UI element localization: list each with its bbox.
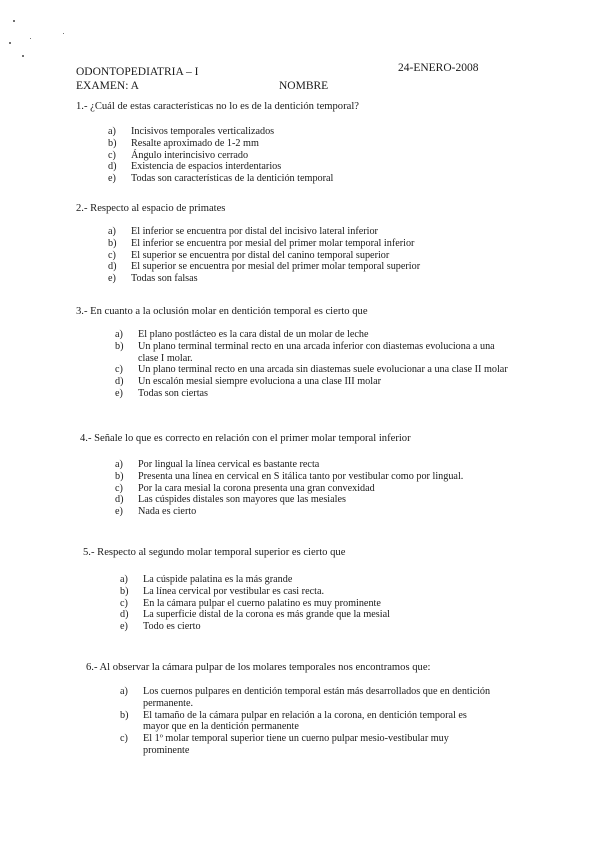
option-2c[interactable]: c) El superior se encuentra por distal del canino temporal superior <box>108 249 390 261</box>
option-1e[interactable]: e) Todas son características de la dentición temporal <box>108 173 334 185</box>
option-3d[interactable]: d) Un escalón mesial siempre evoluciona a una clase III molar <box>115 376 381 388</box>
scan-speck <box>9 42 11 44</box>
question-4-options <box>115 459 525 518</box>
scan-speck <box>63 33 64 34</box>
option-3b[interactable]: b) Un plano terminal terminal recto en una arcada inferior con diastemas evoluciona a una clase I molar. <box>115 340 495 364</box>
exam-label: EXAMEN: A <box>76 80 139 92</box>
option-5b[interactable]: b) La línea cervical por vestibular es casi recta. <box>120 585 325 597</box>
option-4c[interactable]: c) Por la cara mesial la corona presenta una gran convexidad <box>115 482 375 494</box>
option-3c[interactable]: c) Un plano terminal recto en una arcada sin diastemas suele evolucionar a una clase II molar <box>115 364 508 376</box>
question-1-options <box>108 126 508 185</box>
option-5c[interactable]: c) En la cámara pulpar el cuerno palatino es muy prominente <box>120 597 381 609</box>
question-5-options <box>120 574 520 633</box>
option-5a[interactable]: a) La cúspide palatina es la más grande <box>120 574 293 585</box>
option-3a[interactable]: a) El plano postlácteo es la cara distal de un molar de leche <box>115 329 369 340</box>
option-4d[interactable]: d) Las cúspides distales son mayores que las mesiales <box>115 494 346 506</box>
question-2-prompt: 2.- Respecto al espacio de primates <box>76 203 226 214</box>
option-3e[interactable]: e) Todas son ciertas <box>115 387 209 399</box>
option-1a[interactable]: a) Incisivos temporales verticalizados <box>108 126 275 137</box>
scan-speck <box>13 20 15 22</box>
question-3-options <box>115 329 515 400</box>
question-2-options <box>108 226 508 285</box>
option-1c[interactable]: c) Ángulo interincisivo cerrado <box>108 149 249 161</box>
option-2b[interactable]: b) El inferior se encuentra por mesial del primer molar temporal inferior <box>108 237 415 249</box>
scan-speck <box>22 55 24 57</box>
question-5-prompt: 5.- Respecto al segundo molar temporal superior es cierto que <box>83 547 346 558</box>
option-6b[interactable]: b) El tamaño de la cámara pulpar en relación a la corona, en dentición temporal es mayor que en la dentición permanente <box>120 709 467 733</box>
option-1d[interactable]: d) Existencia de espacios interdentarios <box>108 161 282 173</box>
question-3-prompt: 3.- En cuanto a la oclusión molar en dentición temporal es cierto que <box>76 306 368 317</box>
question-6-prompt: 6.- Al observar la cámara pulpar de los molares temporales nos encontramos que: <box>86 662 431 673</box>
option-6a[interactable]: a) Los cuernos pulpares en dentición temporal están más desarrollados que en dentición permanente. <box>120 686 491 709</box>
scan-speck <box>30 38 31 39</box>
option-4b[interactable]: b) Presenta una línea en cervical en S itálica tanto por vestibular como por lingual. <box>115 470 464 482</box>
option-4a[interactable]: a) Por lingual la línea cervical es bastante recta <box>115 459 320 470</box>
option-2a[interactable]: a) El inferior se encuentra por distal del incisivo lateral inferior <box>108 226 378 237</box>
option-5e[interactable]: e) Todo es cierto <box>120 621 201 633</box>
option-1b[interactable]: b) Resalte aproximado de 1-2 mm <box>108 137 259 149</box>
option-5d[interactable]: d) La superficie distal de la corona es más grande que la mesial <box>120 609 390 621</box>
question-6-options <box>120 686 495 757</box>
course-title: ODONTOPEDIATRIA – I <box>76 66 199 78</box>
exam-date: 24-ENERO-2008 <box>398 62 479 74</box>
option-2e[interactable]: e) Todas son falsas <box>108 273 198 285</box>
option-2d[interactable]: d) El superior se encuentra por mesial del primer molar temporal superior <box>108 261 421 273</box>
question-4-prompt: 4.- Señale lo que es correcto en relación con el primer molar temporal inferior <box>80 433 411 444</box>
option-4e[interactable]: e) Nada es cierto <box>115 506 197 518</box>
name-label: NOMBRE <box>279 80 329 92</box>
option-6c[interactable]: c) El 1º molar temporal superior tiene un cuerno pulpar mesio-vestibular muy prominente <box>120 733 449 756</box>
question-1-prompt: 1.- ¿Cuál de estas características no lo es de la dentición temporal? <box>76 101 359 112</box>
